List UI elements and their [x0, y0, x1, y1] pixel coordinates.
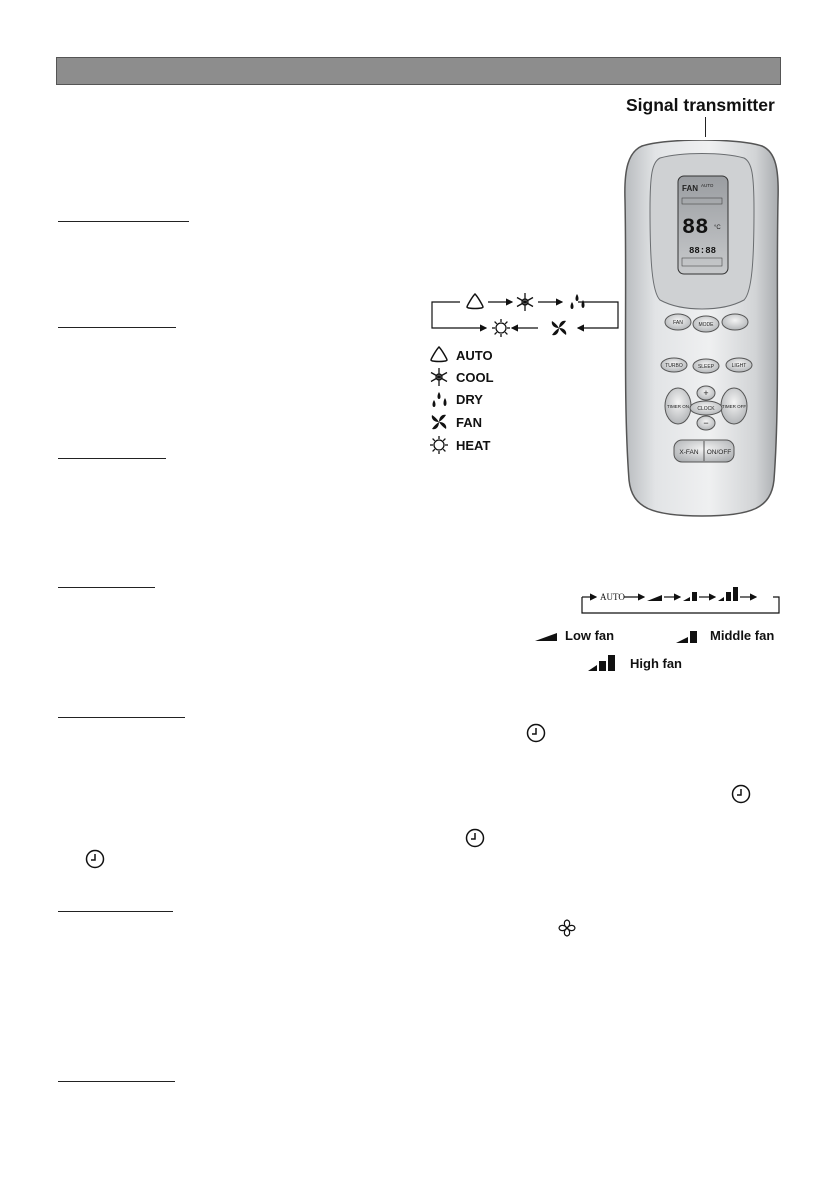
section-heading-underline-5	[58, 717, 185, 718]
mode-button: MODE	[698, 322, 714, 328]
plus-button: +	[703, 388, 709, 398]
high-fan-icon	[588, 655, 622, 671]
cool-mode-icon	[428, 367, 450, 387]
dry-mode-icon	[428, 389, 450, 409]
sleep-button: SLEEP	[697, 364, 715, 370]
section-heading-underline-3	[58, 458, 166, 459]
timer-on-button: TIMER ON	[667, 404, 689, 409]
signal-transmitter-pointer-line	[705, 117, 706, 137]
low-fan-icon	[535, 631, 557, 641]
high-fan-label: High fan	[588, 655, 682, 671]
fan-mode-icon	[428, 412, 450, 432]
clock-button: CLOCK	[697, 406, 715, 412]
clock-icon	[526, 723, 546, 743]
minus-button: −	[703, 418, 709, 428]
legend-label: HEAT	[456, 437, 491, 453]
section-heading-underline-4	[58, 587, 155, 588]
lcd-temp-unit: °C	[714, 225, 721, 231]
lcd-timer-digits: 88:88	[689, 246, 717, 256]
middle-fan-label: Middle fan	[676, 628, 774, 643]
legend-label: AUTO	[456, 347, 493, 363]
light-button: LIGHT	[731, 363, 747, 369]
clock-icon	[731, 784, 751, 804]
section-heading-underline-6	[58, 911, 173, 912]
remote-control	[622, 140, 781, 518]
turbo-button: TURBO	[665, 363, 683, 369]
on-off-button: ON/OFF	[706, 449, 732, 456]
legend-label: COOL	[456, 369, 494, 385]
auto-mode-icon	[428, 345, 450, 365]
fan-speed-cycle-diagram	[578, 583, 783, 617]
legend-dry	[428, 389, 483, 409]
cool-mode-icon	[517, 293, 533, 311]
legend-label: FAN	[456, 414, 482, 430]
lcd-fan-text: FAN	[682, 184, 698, 193]
lcd-digits: 88	[682, 215, 709, 240]
legend-cool	[428, 367, 494, 387]
fan-button: FAN	[673, 320, 683, 326]
section-heading-underline-1	[58, 221, 189, 222]
middle-fan-icon	[676, 629, 702, 643]
signal-transmitter-label: Signal transmitter	[626, 95, 775, 115]
lcd-auto-text: AUTO	[701, 183, 714, 188]
section-header-bar	[56, 57, 781, 85]
low-fan-icon	[647, 595, 662, 601]
legend-heat	[428, 435, 490, 455]
x-fan-button: X-FAN	[679, 449, 699, 456]
section-heading-underline-7	[58, 1081, 175, 1082]
heat-mode-icon	[428, 435, 450, 455]
section-heading-underline-2	[58, 327, 176, 328]
fan-mode-icon	[552, 321, 566, 335]
clock-icon	[85, 849, 105, 869]
dry-mode-icon	[571, 294, 585, 309]
clock-icon	[465, 828, 485, 848]
middle-fan-icon	[683, 592, 697, 601]
mode-cycle-diagram	[428, 290, 624, 340]
legend-auto	[428, 345, 493, 365]
legend-label: DRY	[456, 391, 483, 407]
low-fan-label: Low fan	[535, 628, 614, 643]
auto-mode-icon	[467, 294, 483, 309]
high-fan-icon	[718, 587, 738, 601]
legend-fan	[428, 412, 482, 432]
timer-off-button: TIMER OFF	[721, 404, 747, 409]
swing-fan-icon	[557, 918, 577, 938]
heat-mode-icon	[492, 319, 510, 337]
fan-cycle-auto-text: AUTO	[600, 592, 625, 602]
